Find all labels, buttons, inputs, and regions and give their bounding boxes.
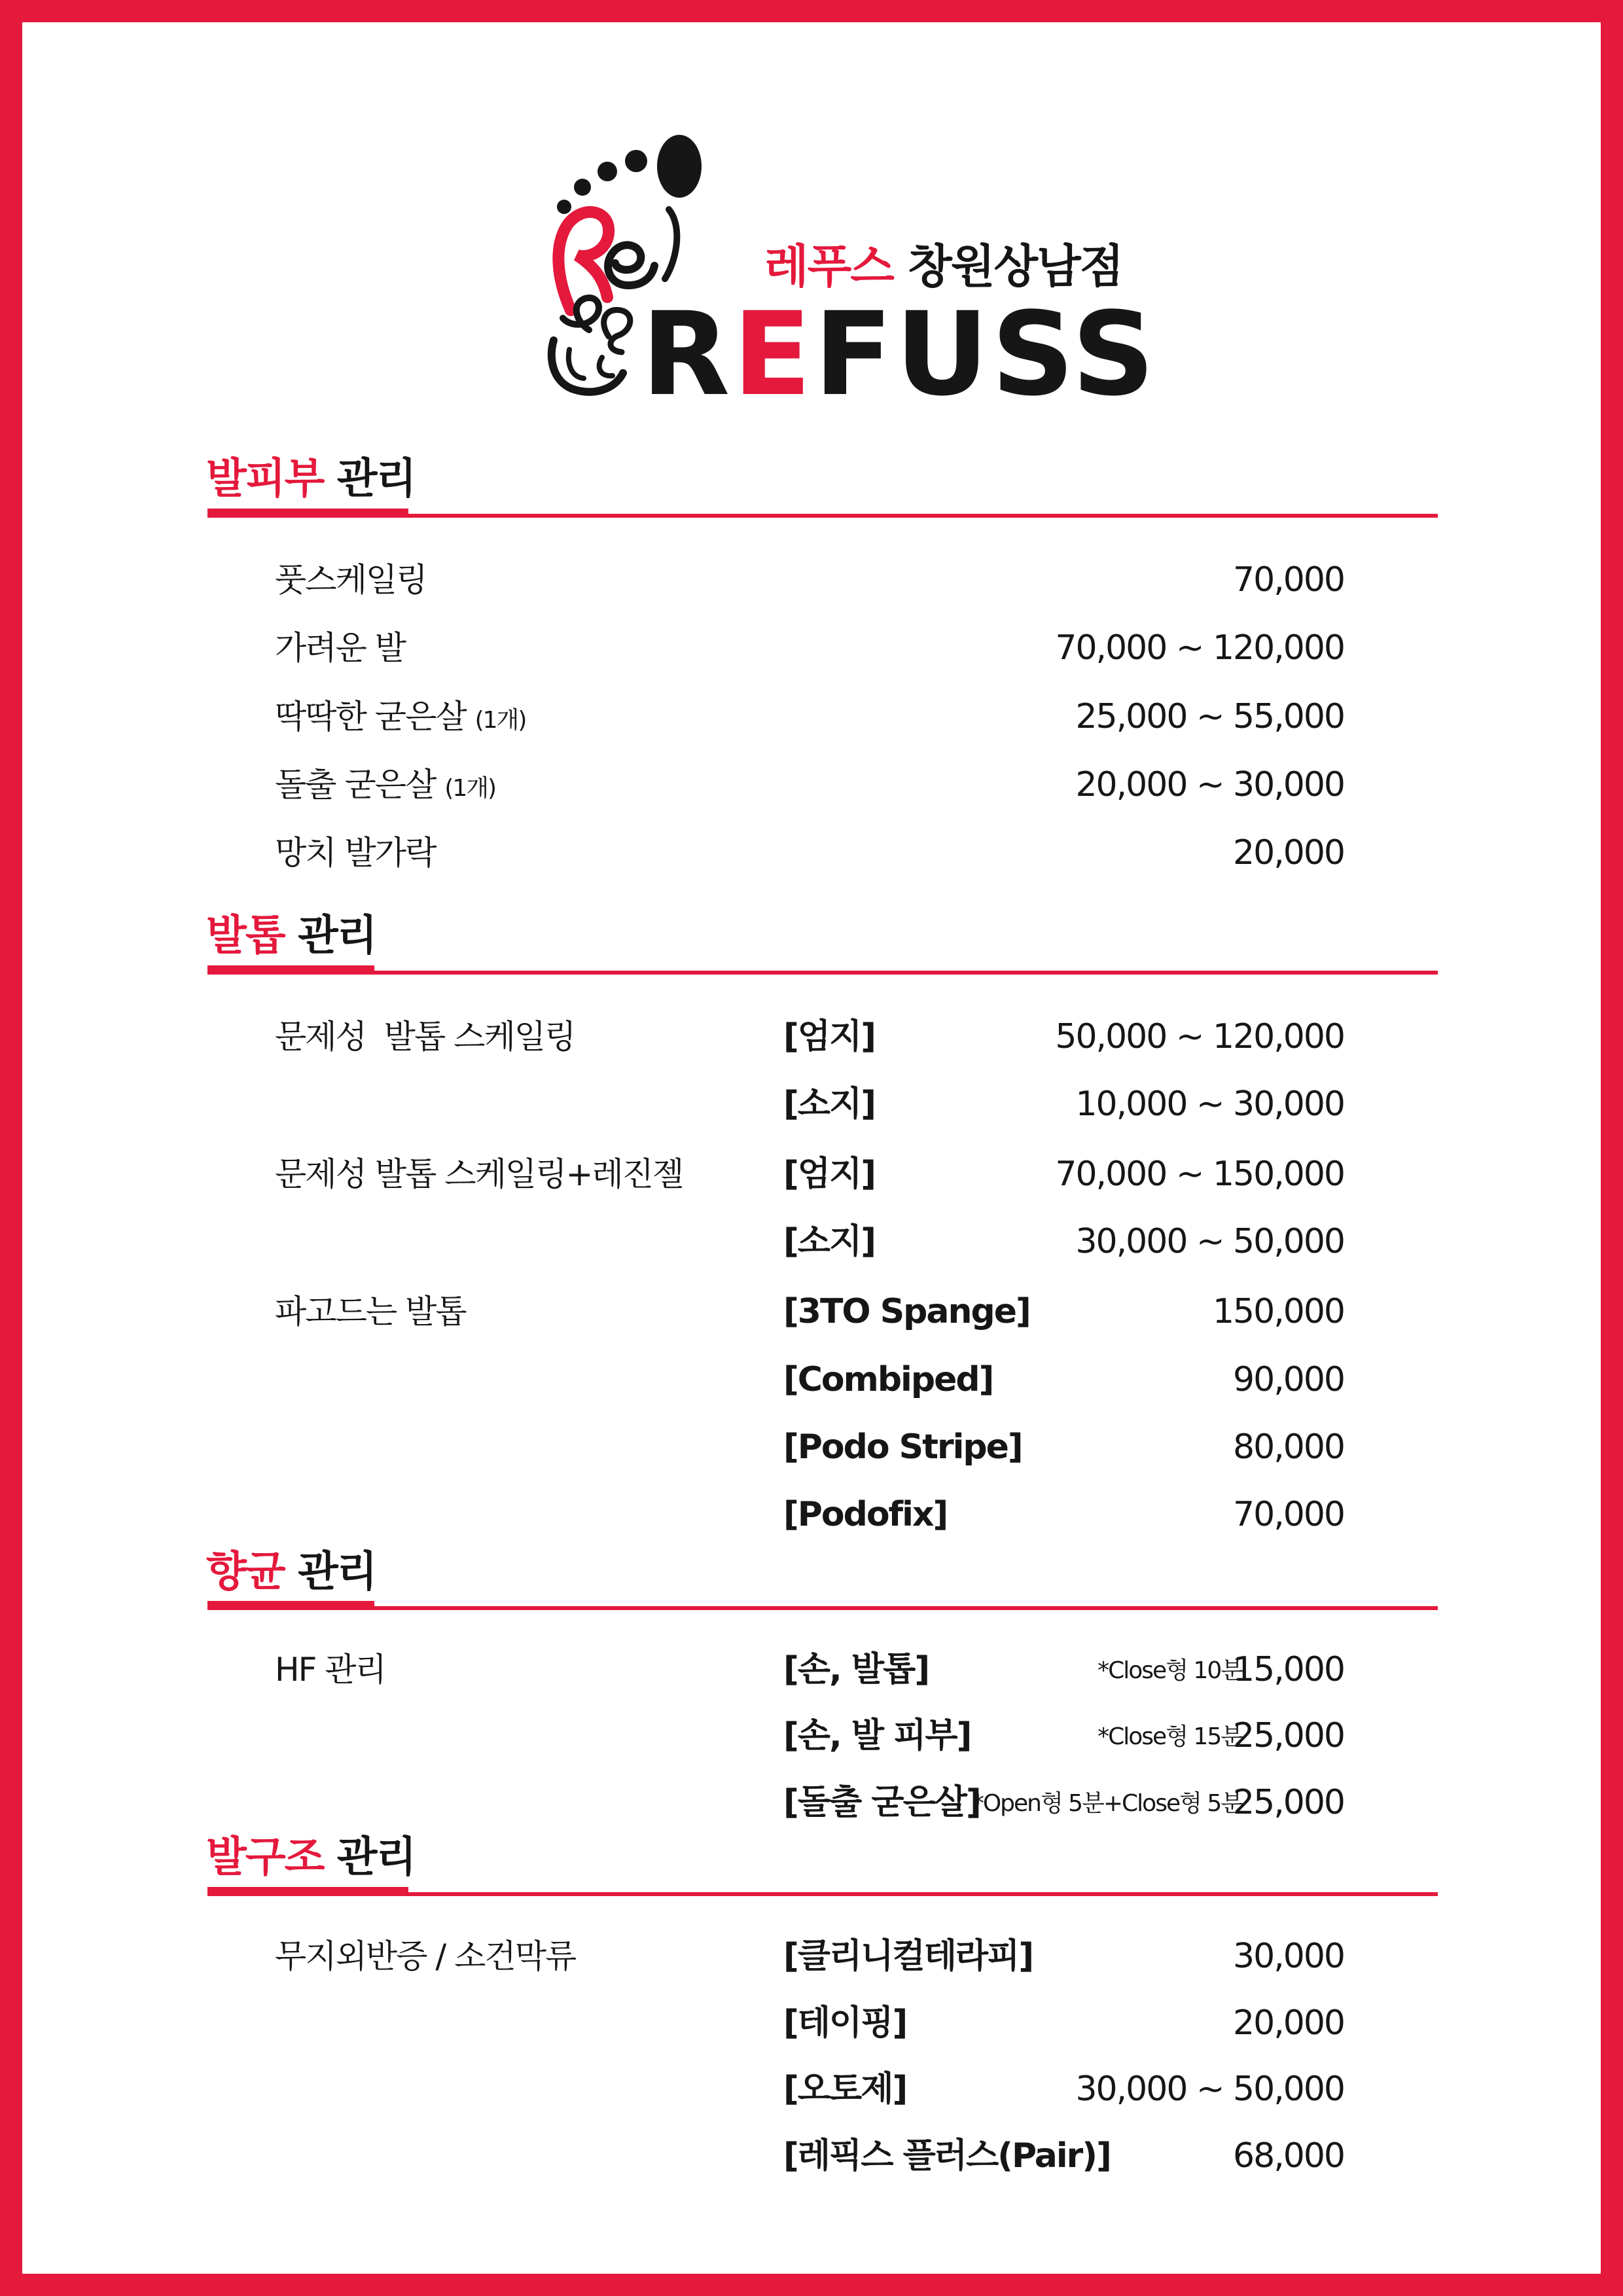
service-price: 30,000 xyxy=(1233,1937,1344,1976)
wordmark-e: E xyxy=(732,287,814,422)
service-option: [오토제] xyxy=(783,2070,907,2109)
wordmark-fuss: FUSS xyxy=(813,287,1158,422)
service-price: 90,000 xyxy=(1233,1360,1344,1399)
service-price: 25,000 xyxy=(1233,1783,1344,1822)
service-option: [소지] xyxy=(783,1085,875,1124)
service-price: 20,000 ~ 30,000 xyxy=(1075,765,1344,804)
service-note: *Close형 15분 xyxy=(1097,1723,1242,1750)
price-row xyxy=(22,1421,1601,1473)
section-title-toenail xyxy=(206,910,376,962)
section-title-rest: 관리 xyxy=(297,1548,376,1596)
service-name: 문제성 발톱 스케일링+레진젤 xyxy=(275,1155,683,1193)
wordmark-r: R xyxy=(641,287,733,422)
service-name: 문제성 발톱 스케일링 xyxy=(275,1018,575,1056)
service-note: *Close형 10분 xyxy=(1097,1657,1242,1684)
service-price: 70,000 ~ 120,000 xyxy=(1055,628,1344,668)
service-option: [레픽스 플러스(Pair)] xyxy=(783,2136,1111,2176)
section-title-structure xyxy=(206,1831,415,1884)
service-option: [돌출 굳은살] xyxy=(783,1783,980,1822)
service-price: 20,000 xyxy=(1233,2003,1344,2043)
price-row xyxy=(22,1011,1601,1063)
service-price: 25,000 ~ 55,000 xyxy=(1075,697,1344,736)
service-option: [Podo Stripe] xyxy=(783,1427,1022,1467)
service-name: 무지외반증 / 소건막류 xyxy=(275,1937,576,1975)
service-name: 돌출 굳은살 xyxy=(275,766,436,804)
price-row xyxy=(22,1148,1601,1200)
service-qty: (1개) xyxy=(474,707,526,734)
section-rule xyxy=(207,514,1438,518)
service-price: 25,000 xyxy=(1233,1716,1344,1755)
service-option: [소지] xyxy=(783,1222,875,1261)
price-row xyxy=(22,1776,1601,1829)
service-option: [엄지] xyxy=(783,1155,875,1194)
service-name: 망치 발가락 xyxy=(275,834,436,872)
price-row xyxy=(22,2063,1601,2115)
section-title-accent: 발구조 xyxy=(206,1833,324,1882)
price-row xyxy=(22,1997,1601,2049)
service-option: [엄지] xyxy=(783,1017,875,1056)
section-title-accent: 발피부 xyxy=(206,455,324,503)
price-row xyxy=(22,554,1601,606)
refuss-wordmark xyxy=(641,287,1158,422)
price-row xyxy=(22,1215,1601,1268)
service-price: 50,000 ~ 120,000 xyxy=(1055,1017,1344,1056)
price-row xyxy=(22,827,1601,879)
price-row xyxy=(22,622,1601,674)
price-row xyxy=(22,1643,1601,1696)
price-row xyxy=(22,1710,1601,1762)
service-option: [Combiped] xyxy=(783,1360,993,1399)
price-row xyxy=(22,1488,1601,1541)
service-option: [Podofix] xyxy=(783,1495,948,1534)
section-title-rest: 관리 xyxy=(336,455,416,503)
service-price: 10,000 ~ 30,000 xyxy=(1075,1085,1344,1124)
service-name: 풋스케일링 xyxy=(275,561,427,599)
service-option: [클리니컬테라피] xyxy=(783,1937,1033,1976)
section-title-rest: 관리 xyxy=(336,1833,416,1882)
service-price: 20,000 xyxy=(1233,833,1344,872)
service-option: [테이핑] xyxy=(783,2003,907,2043)
service-name: 딱딱한 굳은살 xyxy=(275,698,466,736)
price-row xyxy=(22,1354,1601,1406)
section-title-accent: 발톱 xyxy=(206,912,285,960)
section-title-accent: 향균 xyxy=(206,1548,285,1596)
price-row xyxy=(22,1930,1601,1982)
service-qty: (1개) xyxy=(444,775,496,802)
service-option: [손, 발톱] xyxy=(783,1650,929,1689)
service-price: 15,000 xyxy=(1233,1650,1344,1689)
branch-accent: 레푸스 xyxy=(764,240,893,293)
price-row xyxy=(22,2130,1601,2182)
service-option: [3TO Spange] xyxy=(783,1292,1030,1331)
service-name: 가려운 발 xyxy=(275,629,406,667)
service-name: 파고드는 발톱 xyxy=(275,1293,466,1331)
menu-sheet xyxy=(22,22,1601,2274)
section-rule xyxy=(207,971,1438,975)
service-name: HF 관리 xyxy=(275,1651,385,1689)
section-title-rest: 관리 xyxy=(297,912,376,960)
service-price: 68,000 xyxy=(1233,2136,1344,2176)
service-note: *Open형 5분+Close형 5분 xyxy=(972,1790,1242,1817)
section-title-skin xyxy=(206,453,415,505)
service-price: 70,000 xyxy=(1233,1495,1344,1534)
price-row xyxy=(22,1078,1601,1130)
price-row xyxy=(22,691,1601,743)
service-name-group xyxy=(275,691,526,743)
service-price: 70,000 xyxy=(1233,560,1344,600)
service-price: 150,000 xyxy=(1212,1292,1344,1331)
price-row xyxy=(22,1285,1601,1338)
section-rule xyxy=(207,1606,1438,1610)
service-price: 80,000 xyxy=(1233,1427,1344,1467)
branch-location: 창원상남점 xyxy=(908,240,1123,293)
service-price: 70,000 ~ 150,000 xyxy=(1055,1155,1344,1194)
service-name-group xyxy=(275,759,495,811)
price-row xyxy=(22,759,1601,811)
service-price: 30,000 ~ 50,000 xyxy=(1075,2070,1344,2109)
service-option: [손, 발 피부] xyxy=(783,1716,971,1755)
service-price: 30,000 ~ 50,000 xyxy=(1075,1222,1344,1261)
section-title-antibacterial xyxy=(206,1546,376,1598)
section-rule xyxy=(207,1892,1438,1896)
